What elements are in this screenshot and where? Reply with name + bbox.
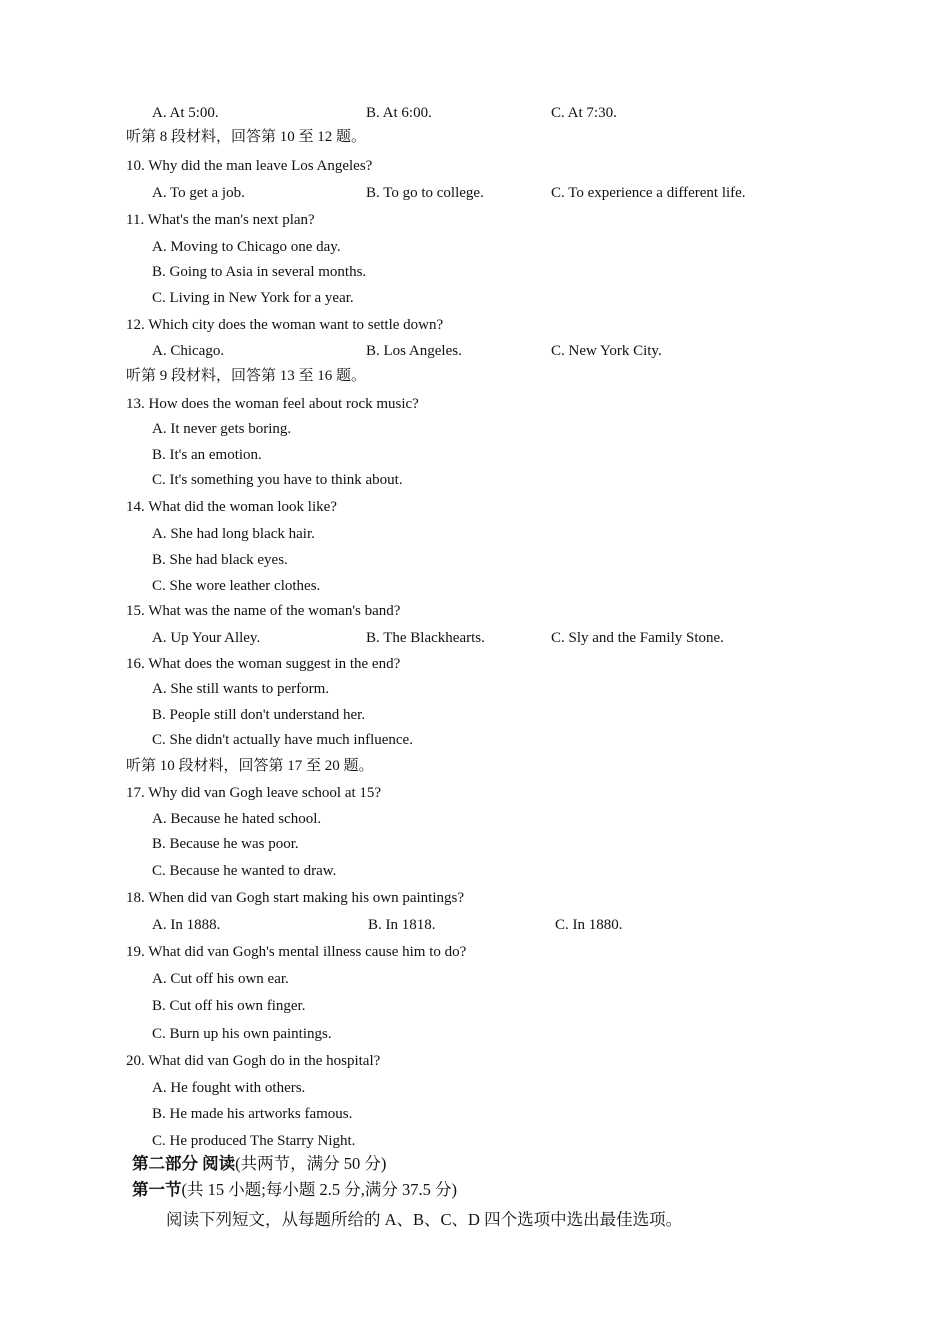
answer-option: C. In 1880. — [555, 917, 623, 933]
answer-option: C. It's something you have to think about. — [152, 472, 403, 488]
section1-heading — [132, 1180, 457, 1200]
answer-option: B. She had black eyes. — [152, 552, 288, 568]
answer-option: A. It never gets boring. — [152, 421, 292, 437]
answer-option: C. At 7:30. — [551, 105, 617, 121]
part2-heading-rest: (共两节，满分 50 分) — [235, 1154, 387, 1173]
answer-option: A. She had long black hair. — [152, 526, 315, 542]
question-line: 16. What does the woman suggest in the end? — [126, 656, 401, 672]
question-line: 13. How does the woman feel about rock music? — [126, 396, 419, 412]
answer-option: B. Los Angeles. — [366, 343, 462, 359]
question-line: 20. What did van Gogh do in the hospital? — [126, 1053, 381, 1069]
answer-option: C. He produced The Starry Night. — [152, 1133, 356, 1149]
answer-option: B. People still don't understand her. — [152, 707, 366, 723]
question-line: 11. What's the man's next plan? — [126, 212, 315, 228]
question-line: 19. What did van Gogh's mental illness cause him to do? — [126, 944, 467, 960]
answer-option: C. Because he wanted to draw. — [152, 863, 337, 879]
answer-option: B. The Blackhearts. — [366, 630, 485, 646]
answer-option: A. Chicago. — [152, 343, 225, 359]
question-line: 14. What did the woman look like? — [126, 499, 337, 515]
answer-option: B. To go to college. — [366, 185, 484, 201]
answer-option: B. Cut off his own finger. — [152, 998, 306, 1014]
answer-option: C. She didn't actually have much influence. — [152, 732, 413, 748]
answer-option: C. To experience a different life. — [551, 185, 746, 201]
question-line: 17. Why did van Gogh leave school at 15? — [126, 785, 382, 801]
answer-option: A. He fought with others. — [152, 1080, 306, 1096]
answer-option: B. It's an emotion. — [152, 447, 262, 463]
answer-option: B. In 1818. — [368, 917, 436, 933]
answer-option: C. She wore leather clothes. — [152, 578, 321, 594]
question-line: 听第 10 段材料，回答第 17 至 20 题。 — [126, 758, 374, 774]
question-line: 听第 8 段材料，回答第 10 至 12 题。 — [126, 129, 367, 145]
instruction-text: 阅读下列短文，从每题所给的 A、B、C、D 四个选项中选出最佳选项。 — [166, 1210, 683, 1229]
answer-option: A. Cut off his own ear. — [152, 971, 289, 987]
answer-option: A. At 5:00. — [152, 105, 219, 121]
answer-option: A. Up Your Alley. — [152, 630, 261, 646]
answer-option: C. Living in New York for a year. — [152, 290, 354, 306]
answer-option: A. Because he hated school. — [152, 811, 322, 827]
answer-option: C. Sly and the Family Stone. — [551, 630, 724, 646]
answer-option: A. In 1888. — [152, 917, 221, 933]
question-line: 10. Why did the man leave Los Angeles? — [126, 158, 373, 174]
answer-option: A. To get a job. — [152, 185, 245, 201]
part2-heading-bold: 第二部分 阅读 — [132, 1154, 236, 1173]
question-line: 听第 9 段材料，回答第 13 至 16 题。 — [126, 368, 367, 384]
answer-option: B. Because he was poor. — [152, 836, 299, 852]
answer-option: B. At 6:00. — [366, 105, 432, 121]
section1-heading-rest: (共 15 小题;每小题 2.5 分,满分 37.5 分) — [181, 1180, 457, 1199]
answer-option: B. He made his artworks famous. — [152, 1106, 353, 1122]
question-line: 18. When did van Gogh start making his own paintings? — [126, 890, 465, 906]
answer-option: C. Burn up his own paintings. — [152, 1026, 332, 1042]
answer-option: A. Moving to Chicago one day. — [152, 239, 341, 255]
part2-heading — [132, 1154, 386, 1174]
answer-option: A. She still wants to perform. — [152, 681, 330, 697]
question-line: 15. What was the name of the woman's band? — [126, 603, 401, 619]
section1-heading-bold: 第一节 — [132, 1180, 182, 1199]
answer-option: B. Going to Asia in several months. — [152, 264, 367, 280]
answer-option: C. New York City. — [551, 343, 662, 359]
question-line: 12. Which city does the woman want to settle down? — [126, 317, 444, 333]
